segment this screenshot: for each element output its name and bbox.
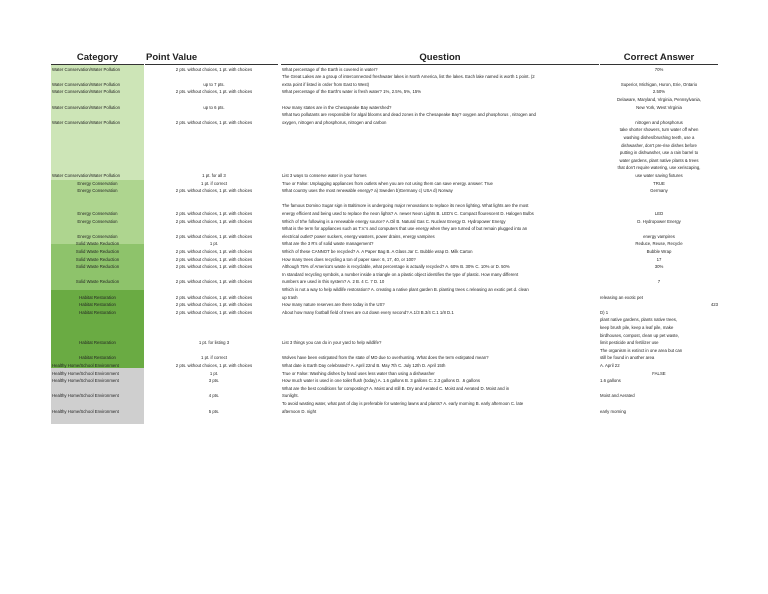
cell-answer[interactable]: 1.6 gallons	[600, 378, 621, 384]
cell-answer[interactable]: Superior, Michigan, Huron, Erie, Ontario	[620, 81, 698, 87]
cell-category[interactable]: Habitat Restoration	[79, 309, 116, 315]
cell-question[interactable]: What two pollutants are responsible for algal blooms and dead zones in the Chesapeake Bay? oxygen and phosphorus , nitrogen and	[282, 112, 536, 118]
cell-answer[interactable]: LED	[654, 210, 664, 216]
cell-question[interactable]: About how many football field of trees are cut down every second? A.1/3 B.3/4 C.1 1/8 D.1	[282, 309, 454, 315]
cell-point-value[interactable]: 2 pts. without choices, 1 pt. with choices	[175, 294, 253, 300]
cell-answer[interactable]: Bubble Wrap	[646, 248, 672, 254]
cell-question[interactable]: Wolves have been extirpated from the state of MD due to overhunting. What does the term extirpated mean?	[282, 355, 489, 361]
cell-category[interactable]: Water Conservation/Water Pollution	[52, 104, 120, 110]
cell-question[interactable]: True or False: Washing dishes by hand uses less water than using a dishwasher	[282, 370, 435, 376]
cell-point-value[interactable]: 2 pts. without choices, 1 pt. with choices	[175, 302, 253, 308]
cell-category[interactable]: Healthy Home/School Environment	[52, 362, 119, 368]
cell-answer[interactable]: water gardens, plant native plants & trees	[619, 157, 699, 163]
cell-answer[interactable]: Moist and Aerated	[600, 393, 635, 399]
cell-point-value[interactable]: 4 pts.	[208, 393, 220, 399]
cell-point-value[interactable]: 1 pt. for all 3	[202, 172, 226, 178]
header-point-value[interactable]: Point Value	[145, 52, 278, 65]
cell-answer[interactable]: TRUE	[653, 180, 665, 186]
cell-question[interactable]: How many states are in the Chesapeake Bay watershed?	[282, 104, 392, 110]
cell-question[interactable]: List 3 ways to conserve water in your homes	[282, 172, 367, 178]
cell-point-value[interactable]: 1 pt.	[209, 241, 219, 247]
cell-answer[interactable]: nitrogen and phosphorus	[635, 119, 683, 125]
cell-answer[interactable]: New York, West Virginia	[636, 104, 682, 110]
cell-question[interactable]: Sunlight.	[282, 393, 299, 399]
cell-answer[interactable]: take shorter showers, turn water off when	[619, 127, 699, 133]
cell-point-value[interactable]: 2 pts. without choices, 1 pt. with choices	[175, 218, 253, 224]
cell-answer[interactable]: Reduce, Reuse, Recycle	[635, 241, 683, 247]
cell-answer[interactable]: The organism is extinct in one area but can	[600, 347, 683, 353]
cell-question[interactable]: afternoon D. night	[282, 408, 317, 414]
header-correct-answer[interactable]: Correct Answer	[600, 52, 718, 65]
header-category[interactable]: Category	[51, 52, 144, 65]
cell-question[interactable]: What date is Earth Day celebrated? A. April 22nd B. May 7th C. July 12th D. April 15th	[282, 362, 446, 368]
cell-answer[interactable]: 423	[710, 302, 718, 308]
cell-question[interactable]: How much water is used in one toilet flush (today) A. 1.6 gallons B. 3 gallons C. 2.3 gallons D. .6 gallons	[282, 378, 481, 384]
cell-category[interactable]: Healthy Home/School Environment	[52, 393, 119, 399]
cell-point-value[interactable]: 3 pts.	[208, 378, 220, 384]
cell-answer[interactable]: 17	[656, 256, 662, 262]
cell-question[interactable]: True or False: Unplugging appliances from outlets when you are not using them can save energy. answer: True	[282, 180, 493, 186]
cell-answer[interactable]: plant native gardens, plants native trees,	[600, 317, 678, 323]
cell-answer[interactable]: Germany	[650, 188, 668, 194]
cell-category[interactable]: Energy Conservation	[77, 188, 118, 194]
cell-point-value[interactable]: 2 pts. without choices, 1 pt. with choices	[175, 264, 253, 270]
cell-question[interactable]: The Great Lakes are a group of interconnected freshwater lakes in North America, list the lakes. Each lake named is worth 1 point. (2	[282, 74, 535, 80]
cell-point-value[interactable]: 1 pt. for listing 3	[198, 340, 230, 346]
cell-answer[interactable]: energy vampires	[643, 233, 675, 239]
cell-question[interactable]: Which of these CANNOT be recycled? A. A Paper Bag B. A Glass Jar C. Bubble wrap D. Milk Carton	[282, 248, 473, 254]
cell-point-value[interactable]: up to 6 pts.	[203, 104, 225, 110]
cell-question[interactable]: List 3 things you can do in your yard to help wildlife?	[282, 340, 382, 346]
cell-answer[interactable]: putting in dishwasher, use a rain barrel to	[619, 150, 699, 156]
cell-answer[interactable]: FALSE	[652, 370, 666, 376]
cell-category[interactable]: Habitat Restoration	[79, 294, 116, 300]
cell-answer[interactable]: that don't require watering, use xeriscaping,	[617, 165, 701, 171]
cell-question[interactable]: extra point if listed in order from East to West)	[282, 81, 370, 87]
cell-point-value[interactable]: 2 pts. without choices, 1 pt. with choices	[175, 66, 253, 72]
cell-answer[interactable]: D) 1	[600, 309, 609, 315]
cell-category[interactable]: Habitat Restoration	[79, 355, 116, 361]
cell-category[interactable]: Energy Conservation	[77, 210, 118, 216]
cell-answer[interactable]: early morning	[600, 408, 627, 414]
cell-point-value[interactable]: 2 pts. without choices, 1 pt. with choices	[175, 279, 253, 285]
cell-category[interactable]: Solid Waste Reduction	[75, 256, 120, 262]
cell-point-value[interactable]: 2 pts. without choices, 1 pt. with choices	[175, 210, 253, 216]
cell-point-value[interactable]: 2 pts. without choices, 1 pt. with choices	[175, 362, 253, 368]
cell-answer[interactable]: 30%	[654, 264, 664, 270]
cell-answer[interactable]: releasing an exotic pet	[600, 294, 643, 300]
cell-point-value[interactable]: 1 pt. if correct	[200, 355, 228, 361]
cell-category[interactable]: Water Conservation/Water Pollution	[52, 172, 120, 178]
cell-question[interactable]: How many nature reserves are there today in the US?	[282, 302, 385, 308]
cell-category[interactable]: Energy Conservation	[77, 233, 118, 239]
cell-answer[interactable]: still be found in another area	[600, 355, 655, 361]
cell-question[interactable]: The famous Domino Sugar sign in Baltimore is undergoing major renovations to replace its neon lighting. What lights are the most	[282, 203, 529, 209]
cell-question[interactable]: oxygen, nitrogen and phosphorus, nitrogen and carbon	[282, 119, 387, 125]
cell-answer[interactable]: D. Hydropower Energy	[637, 218, 681, 224]
cell-answer[interactable]: limit pesticide and fertilizer use	[600, 340, 659, 346]
cell-question[interactable]: What are the best conditions for composting? A. Moist and still B. Dry and Aerated C. Moist and Aerated D. Moist and in	[282, 385, 510, 391]
cell-question[interactable]: What is the term for appliances such as T.V.'s and computers that use energy when they are turned of but remain plugged into an	[282, 226, 528, 232]
cell-answer[interactable]: washing dishes/brushing teeth, use a	[623, 134, 695, 140]
cell-question[interactable]: How many trees does recycling a ton of paper save: 6, 17, 40, or 100?	[282, 256, 416, 262]
cell-answer[interactable]: keep brush pile, keep a leaf pile, make	[600, 324, 674, 330]
cell-category[interactable]: Healthy Home/School Environment	[52, 408, 119, 414]
cell-category[interactable]: Energy Conservation	[77, 218, 118, 224]
cell-answer[interactable]: dishwasher, don't pre-rise dishes before	[621, 142, 697, 148]
cell-question[interactable]: numbers are used in this system? A. 2 B. 4 C. 7 D. 10	[282, 279, 385, 285]
cell-category[interactable]: Solid Waste Reduction	[75, 241, 120, 247]
cell-question[interactable]: Which of trhe following is a renewable energy source? A.Oil B. Natural Gas C. Nuclear Energy D. Hydropower Energy	[282, 218, 506, 224]
cell-question[interactable]: What percentage of the Earth is covered in water?	[282, 66, 378, 72]
cell-category[interactable]: Water Conservation/Water Pollution	[52, 89, 120, 95]
cell-question[interactable]: In standard recycling symbols, a number inside a triangle on a plastic object identifies the type of plastic. How many different	[282, 271, 519, 277]
cell-point-value[interactable]: 2 pts. without choices, 1 pt. with choices	[175, 119, 253, 125]
cell-answer[interactable]: 2.50%	[652, 89, 666, 95]
cell-point-value[interactable]: 2 pts. without choices, 1 pt. with choices	[175, 233, 253, 239]
cell-point-value[interactable]: 5 pts.	[208, 408, 220, 414]
cell-category[interactable]: Energy Conservation	[77, 180, 118, 186]
cell-category[interactable]: Water Conservation/Water Pollution	[52, 119, 120, 125]
cell-category[interactable]: Solid Waste Reduction	[75, 279, 120, 285]
cell-category[interactable]: Solid Waste Reduction	[75, 248, 120, 254]
cell-category[interactable]: Habitat Restoration	[79, 302, 116, 308]
cell-question[interactable]: Although 75% of America's waste is recyclable, what percentage is actually recycled? A. 60% B. 30% C. 10% or D. 50%	[282, 264, 510, 270]
cell-point-value[interactable]: 2 pts. without choices, 1 pt. with choices	[175, 89, 253, 95]
cell-question[interactable]: energy efficient and being used to replace the neon lights? A. newer Neon Lights B. LED's C. Compact flourescent D. Halogen Bulbs	[282, 210, 534, 216]
cell-category[interactable]: Water Conservation/Water Pollution	[52, 81, 120, 87]
cell-point-value[interactable]: 2 pts. without choices, 1 pt. with choices	[175, 309, 253, 315]
cell-question[interactable]: electrical outlet? power suckers, energy wasters, power drains, energy vampires	[282, 233, 435, 239]
cell-question[interactable]: What percentage of the Earth's water is fresh water? 1%, 2.5%, 5%, 15%	[282, 89, 422, 95]
cell-answer[interactable]: birdhouses, compost, clean up pet waste,	[600, 332, 680, 338]
cell-category[interactable]: Healthy Home/School Environment	[52, 378, 119, 384]
cell-point-value[interactable]: 1 pt.	[209, 370, 219, 376]
cell-category[interactable]: Water Conservation/Water Pollution	[52, 66, 120, 72]
cell-question[interactable]: up trash	[282, 294, 298, 300]
cell-point-value[interactable]: 2 pts. without choices, 1 pt. with choices	[175, 256, 253, 262]
cell-answer[interactable]: A. April 22	[600, 362, 620, 368]
header-question[interactable]: Question	[281, 52, 599, 65]
cell-answer[interactable]: 70%	[654, 66, 664, 72]
cell-point-value[interactable]: 2 pts. without choices, 1 pt. with choices	[175, 248, 253, 254]
cell-point-value[interactable]: 2 pts. without choices, 1 pt. with choices	[175, 188, 253, 194]
cell-question[interactable]: To avoid wasting water, what part of day is preferable for watering lawns and plants? A. early morning B. early afternoon C. late	[282, 400, 524, 406]
cell-question[interactable]: What are the 3 R's of solid waste management?	[282, 241, 374, 247]
cell-category[interactable]: Habitat Restoration	[79, 340, 116, 346]
cell-answer[interactable]: 7	[657, 279, 661, 285]
cell-question[interactable]: What country uses the most renewable energy? a) Sweden b)Germany c) USA d) Norway	[282, 188, 453, 194]
cell-answer[interactable]: use water saving fixtures	[635, 172, 683, 178]
cell-category[interactable]: Healthy Home/School Environment	[52, 370, 119, 376]
cell-point-value[interactable]: 1 pt. if correct	[200, 180, 228, 186]
cell-answer[interactable]: Delaware, Maryland, Virginia, Pennsylvania,	[617, 96, 701, 102]
cell-category[interactable]: Solid Waste Reduction	[75, 264, 120, 270]
cell-point-value[interactable]: up to 7 pts.	[203, 81, 225, 87]
cell-question[interactable]: Which is not a way to help wildlife restoration? A. creating a native plant garden B. planting trees c.releasing an exotic pet d. clean	[282, 286, 529, 292]
